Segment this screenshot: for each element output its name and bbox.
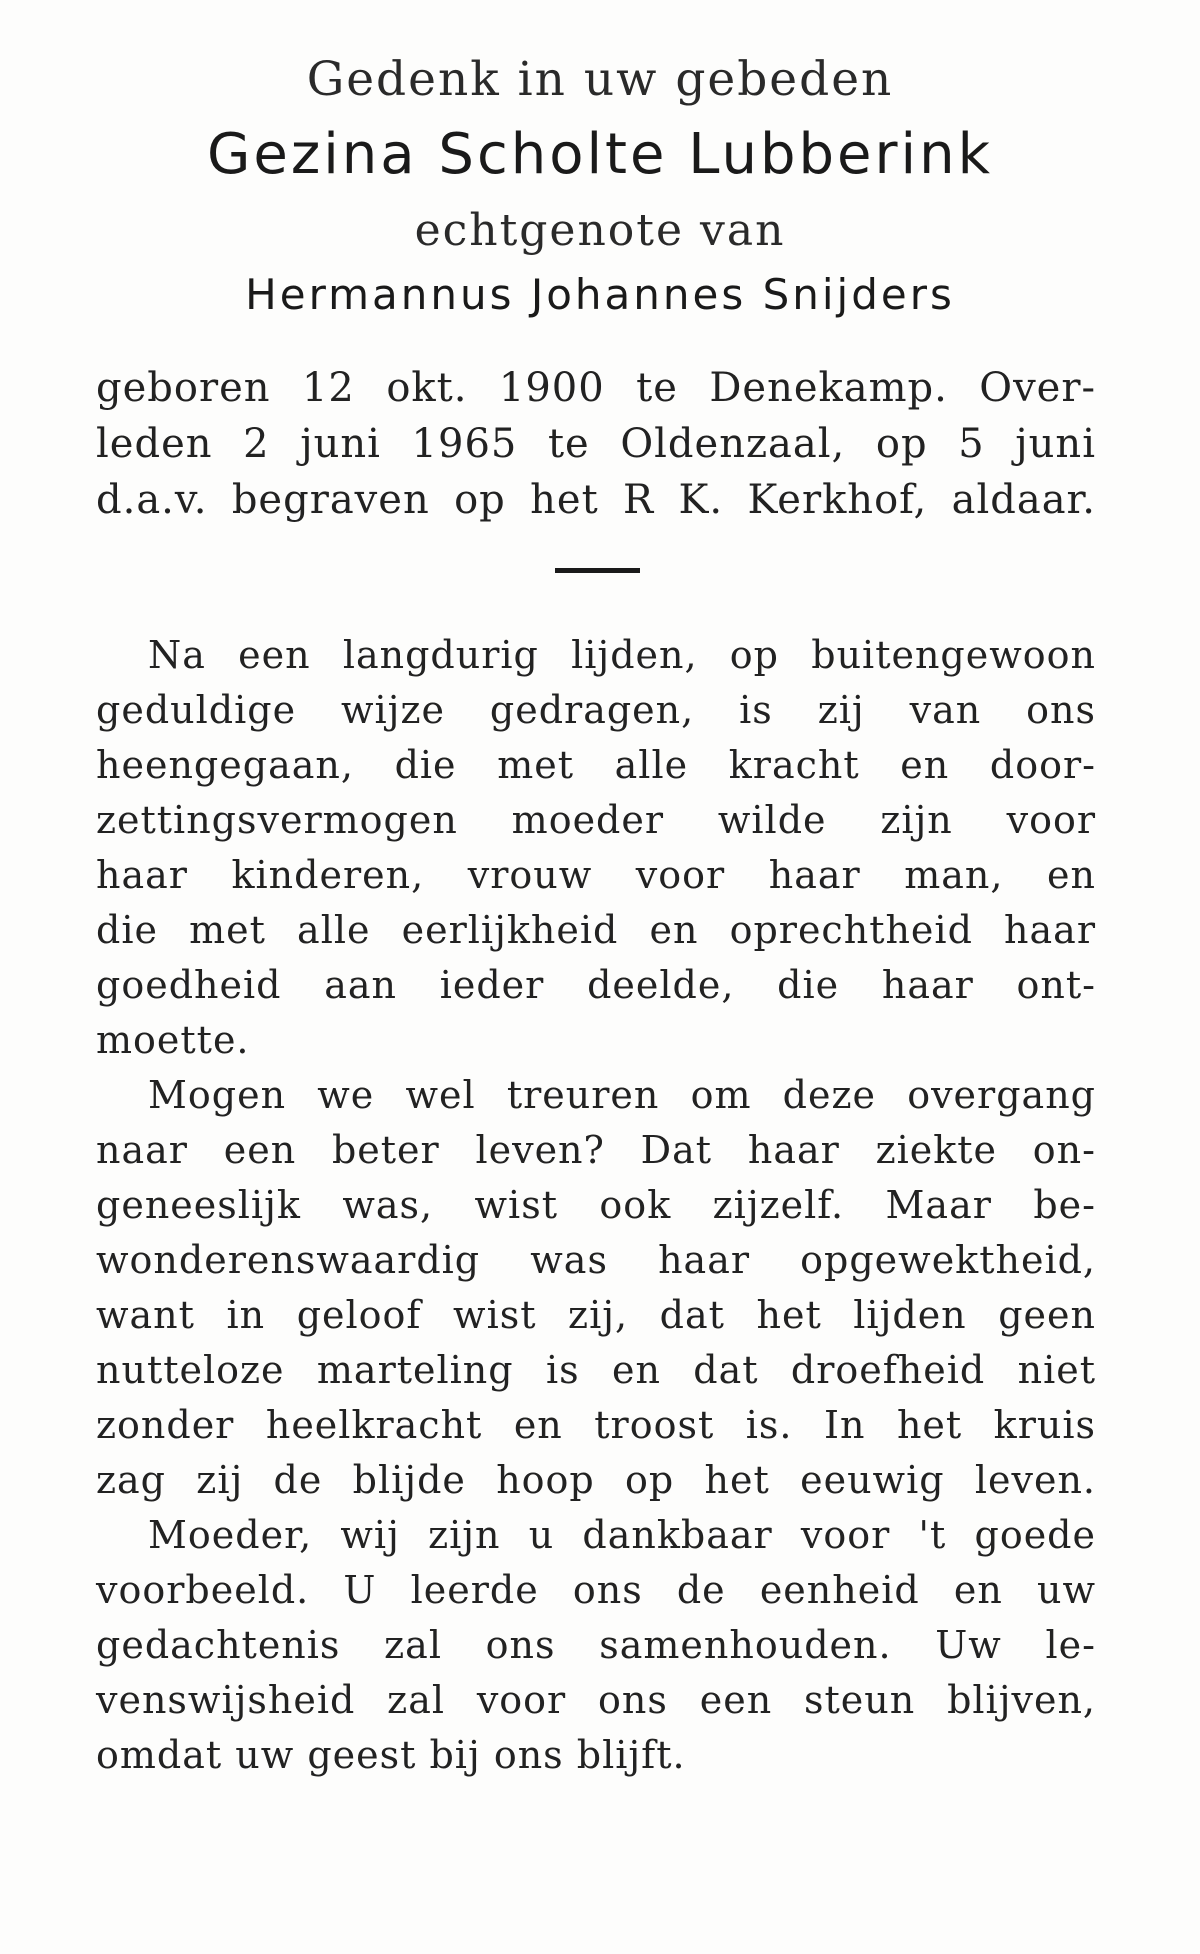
deceased-name: Gezina Scholte Lubberink: [206, 122, 994, 187]
dates-line: geboren 12 okt. 1900 te Denekamp. Over-: [96, 365, 1096, 411]
body-line: naar een beter leven? Dat haar ziekte on-: [96, 1128, 1096, 1172]
body-line: Mogen we wel treuren om deze overgang: [148, 1073, 1096, 1117]
body-line: heengegaan, die met alle kracht en door-: [96, 743, 1096, 787]
body-line: geduldige wijze gedragen, is zij van ons: [96, 688, 1096, 732]
body-line: nutteloze marteling is en dat droefheid niet: [96, 1348, 1096, 1392]
body-line: moette.: [96, 1018, 250, 1062]
body-line: Na een langdurig lijden, op buitengewoon: [148, 633, 1096, 677]
body-line: venswijsheid zal voor ons een steun blijven,: [96, 1678, 1096, 1722]
dates-line: d.a.v. begraven op het R K. Kerkhof, aldaar.: [96, 477, 1096, 523]
relation-text: echtgenote van: [414, 205, 786, 256]
divider-rule: [555, 568, 640, 573]
body-line: zonder heelkracht en troost is. In het kruis: [96, 1403, 1096, 1447]
dates-line: leden 2 juni 1965 te Oldenzaal, op 5 juni: [96, 421, 1096, 467]
body-line: want in geloof wist zij, dat het lijden geen: [96, 1293, 1096, 1337]
body-line: goedheid aan ieder deelde, die haar ont-: [96, 963, 1096, 1007]
body-line: haar kinderen, vrouw voor haar man, en: [96, 853, 1096, 897]
spouse-name: Hermannus Johannes Snijders: [245, 270, 955, 319]
intro-text: Gedenk in uw gebeden: [306, 52, 894, 107]
body-line: omdat uw geest bij ons blijft.: [96, 1733, 686, 1777]
body-line: Moeder, wij zijn u dankbaar voor 't goede: [148, 1513, 1096, 1557]
dates-paragraph: [96, 360, 1096, 528]
body-line: voorbeeld. U leerde ons de eenheid en uw: [96, 1568, 1096, 1612]
body-text: [96, 628, 1096, 1783]
body-line: geneeslijk was, wist ook zijzelf. Maar be-: [96, 1183, 1096, 1227]
body-line: gedachtenis zal ons samenhouden. Uw le-: [96, 1623, 1096, 1667]
body-line: wonderenswaardig was haar opgewektheid,: [96, 1238, 1096, 1282]
body-line: die met alle eerlijkheid en oprechtheid haar: [96, 908, 1096, 952]
body-line: zettingsvermogen moeder wilde zijn voor: [96, 798, 1096, 842]
body-line: zag zij de blijde hoop op het eeuwig leven.: [96, 1458, 1096, 1502]
